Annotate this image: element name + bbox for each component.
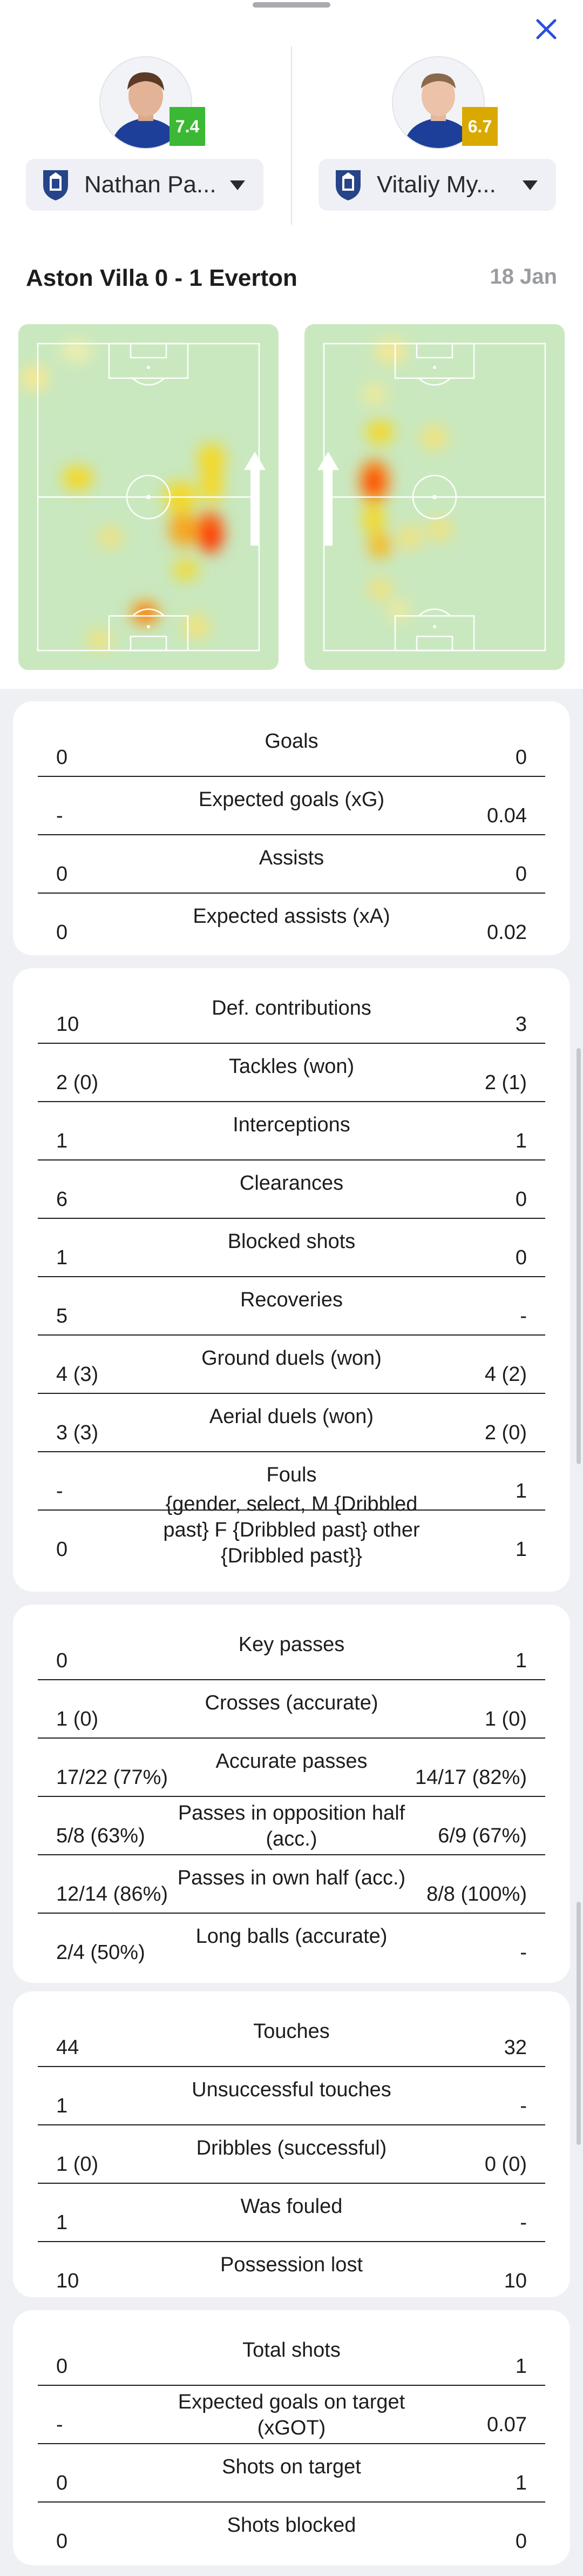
left-player-rating: 7.4 bbox=[170, 107, 205, 146]
right-player bbox=[318, 56, 556, 218]
right-player-stat-value: 0 bbox=[515, 863, 527, 886]
right-player-stat-value: 1 (0) bbox=[484, 1708, 527, 1730]
stat-label: Accurate passes bbox=[215, 1750, 368, 1773]
right-player-stat-value: 6/9 (67%) bbox=[438, 1824, 527, 1847]
right-player-stat-value: 1 bbox=[515, 1649, 527, 1672]
right-player-stat-value: 1 bbox=[515, 1130, 527, 1152]
left-player-stat-value: 0 bbox=[56, 921, 68, 944]
right-player-stat-value: 0 bbox=[515, 2530, 527, 2553]
left-player-stat-value: 12/14 (86%) bbox=[56, 1883, 168, 1906]
stat-row bbox=[38, 2184, 545, 2242]
stat-label: Aerial duels (won) bbox=[209, 1405, 374, 1428]
everton-crest-icon bbox=[330, 167, 366, 203]
stat-row bbox=[38, 1102, 545, 1160]
stat-row bbox=[38, 1160, 545, 1219]
stat-row bbox=[38, 719, 545, 777]
left-player-stat-value: 1 bbox=[56, 1246, 68, 1269]
stat-label: Key passes bbox=[238, 1633, 345, 1656]
left-player-stat-value: 10 bbox=[56, 1013, 79, 1036]
left-player-stat-value: 5 bbox=[56, 1305, 68, 1327]
left-player-stat-value: 0 bbox=[56, 863, 68, 886]
right-player-stat-value: 1 bbox=[515, 2355, 527, 2378]
right-player-stat-value: 0 (0) bbox=[484, 2153, 527, 2176]
stat-row bbox=[38, 1219, 545, 1277]
stat-label: Expected goals (xG) bbox=[198, 788, 385, 811]
right-player-stat-value: 14/17 (82%) bbox=[415, 1766, 527, 1789]
right-player-stat-value: 1 bbox=[515, 1538, 527, 1561]
right-player-stat-value: - bbox=[520, 2095, 527, 2117]
stat-label: Total shots bbox=[242, 2339, 341, 2362]
match-date: 18 Jan bbox=[490, 265, 557, 289]
left-player-stat-value: 0 bbox=[56, 2355, 68, 2378]
match-title: Aston Villa 0 - 1 Everton bbox=[26, 265, 297, 291]
left-player-stat-value: 4 (3) bbox=[56, 1363, 99, 1386]
right-player-stat-value: 0.04 bbox=[487, 804, 527, 827]
stat-label: Def. contributions bbox=[212, 997, 371, 1019]
stat-row bbox=[38, 2327, 545, 2386]
right-player-stat-value: - bbox=[520, 1941, 527, 1964]
right-player-name: Vitaliy My... bbox=[377, 171, 496, 198]
stat-row bbox=[38, 2444, 545, 2503]
right-player-heatmap bbox=[304, 324, 565, 670]
stat-row bbox=[38, 2067, 545, 2125]
left-player-stat-value: 17/22 (77%) bbox=[56, 1766, 168, 1789]
left-player bbox=[26, 56, 263, 218]
left-player-name: Nathan Pa... bbox=[84, 171, 216, 198]
left-player-stat-value: 10 bbox=[56, 2270, 79, 2292]
stat-row bbox=[38, 1797, 545, 1855]
left-player-stat-value: 0 bbox=[56, 1538, 68, 1561]
left-player-stat-value: - bbox=[56, 804, 63, 827]
stat-label: Assists bbox=[259, 847, 324, 869]
right-player-selector[interactable] bbox=[318, 159, 556, 211]
right-player-stat-value: - bbox=[520, 2211, 527, 2234]
left-player-heatmap bbox=[18, 324, 279, 670]
close-icon bbox=[534, 17, 558, 41]
stat-row bbox=[38, 1044, 545, 1102]
right-player-stat-value: 10 bbox=[504, 2270, 527, 2292]
right-player-stat-value: - bbox=[520, 1305, 527, 1327]
stat-label: Shots blocked bbox=[227, 2514, 356, 2537]
left-player-stat-value: 3 (3) bbox=[56, 1421, 99, 1444]
stats-section bbox=[13, 2310, 570, 2565]
stat-label: Dribbles (successful) bbox=[196, 2137, 387, 2159]
stat-label: Blocked shots bbox=[227, 1230, 356, 1253]
stats-section bbox=[13, 1991, 570, 2297]
stat-label: Unsuccessful touches bbox=[192, 2078, 391, 2101]
right-player-stat-value: 32 bbox=[504, 2036, 527, 2059]
stat-label: Crosses (accurate) bbox=[205, 1692, 378, 1714]
right-player-stat-value: 8/8 (100%) bbox=[426, 1883, 527, 1906]
left-player-stat-value: - bbox=[56, 2413, 63, 2436]
right-player-stat-value: 2 (0) bbox=[484, 1421, 527, 1444]
stat-label: Interceptions bbox=[233, 1113, 350, 1136]
stat-label: Touches bbox=[253, 2020, 330, 2043]
right-player-stat-value: 0 bbox=[515, 1188, 527, 1211]
left-player-stat-value: 0 bbox=[56, 1649, 68, 1672]
player-divider bbox=[291, 46, 292, 225]
left-player-selector[interactable] bbox=[26, 159, 263, 211]
left-player-stat-value: 5/8 (63%) bbox=[56, 1824, 145, 1847]
right-player-stat-value: 1 bbox=[515, 2472, 527, 2494]
left-player-stat-value: 1 bbox=[56, 1130, 68, 1152]
stat-row bbox=[38, 1336, 545, 1394]
stat-row bbox=[38, 1739, 545, 1797]
left-player-stat-value: 6 bbox=[56, 1188, 68, 1211]
chevron-down-icon bbox=[519, 174, 541, 196]
left-player-stat-value: 44 bbox=[56, 2036, 79, 2059]
right-player-stat-value: 0.02 bbox=[487, 921, 527, 944]
left-player-stat-value: 2/4 (50%) bbox=[56, 1941, 145, 1964]
left-player-stat-value: 2 (0) bbox=[56, 1071, 99, 1094]
stat-row bbox=[38, 1488, 545, 1569]
left-player-stat-value: 0 bbox=[56, 2530, 68, 2553]
stat-row bbox=[38, 894, 545, 952]
stat-label: Expected assists (xA) bbox=[193, 905, 390, 928]
scrollbar-thumb[interactable] bbox=[577, 1048, 581, 1464]
stat-row bbox=[38, 1914, 545, 1972]
stat-label: Passes in opposition half (acc.) bbox=[178, 1802, 405, 1850]
stat-label: Goals bbox=[265, 730, 318, 753]
stat-row bbox=[38, 2125, 545, 2184]
stat-label: {gender, select, M {Dribbled past} F {Dribbled past} other {Dribbled past}} bbox=[163, 1493, 420, 1567]
attack-direction-arrow-icon bbox=[317, 452, 339, 546]
stat-row bbox=[38, 1394, 545, 1452]
stat-label: Was fouled bbox=[240, 2195, 343, 2218]
stat-label: Shots on target bbox=[222, 2456, 361, 2478]
stat-label: Tackles (won) bbox=[228, 1055, 355, 1078]
stat-row bbox=[38, 777, 545, 835]
stat-row bbox=[38, 985, 545, 1044]
stat-label: Fouls bbox=[266, 1464, 317, 1486]
left-player-stat-value: 0 bbox=[56, 746, 68, 769]
stat-row bbox=[38, 1622, 545, 1680]
stat-row bbox=[38, 1680, 545, 1739]
right-player-stat-value: 2 (1) bbox=[484, 1071, 527, 1094]
stat-row bbox=[38, 1855, 545, 1914]
stat-row bbox=[38, 1277, 545, 1336]
stat-label: Clearances bbox=[239, 1172, 344, 1195]
right-player-stat-value: 4 (2) bbox=[484, 1363, 527, 1386]
left-player-stat-value: 1 (0) bbox=[56, 1708, 99, 1730]
stats-section bbox=[13, 968, 570, 1592]
everton-crest-icon bbox=[38, 167, 73, 203]
stat-row bbox=[38, 2242, 545, 2300]
stats-section bbox=[13, 1605, 570, 1983]
scrollbar-thumb[interactable] bbox=[577, 1902, 581, 2145]
right-player-stat-value: 0.07 bbox=[487, 2413, 527, 2436]
left-player-stat-value: 0 bbox=[56, 2472, 68, 2494]
stats-section bbox=[13, 701, 570, 955]
stat-row bbox=[38, 2503, 545, 2561]
stat-label: Possession lost bbox=[220, 2253, 363, 2276]
right-player-stat-value: 0 bbox=[515, 1246, 527, 1269]
stat-row bbox=[38, 2386, 545, 2444]
chevron-down-icon bbox=[227, 174, 248, 196]
right-player-rating: 6.7 bbox=[462, 107, 498, 146]
stat-row bbox=[38, 835, 545, 894]
stat-label: Long balls (accurate) bbox=[195, 1925, 388, 1948]
left-player-stat-value: 1 bbox=[56, 2095, 68, 2117]
sheet-grabber[interactable] bbox=[253, 2, 330, 8]
left-player-stat-value: 1 (0) bbox=[56, 2153, 99, 2176]
left-player-stat-value: 1 bbox=[56, 2211, 68, 2234]
attack-direction-arrow-icon bbox=[244, 452, 266, 546]
close-button[interactable] bbox=[531, 14, 561, 44]
stat-label: Passes in own half (acc.) bbox=[177, 1867, 406, 1889]
left-player-stat-value: - bbox=[56, 1480, 63, 1502]
stat-row bbox=[38, 2009, 545, 2067]
stat-label: Recoveries bbox=[240, 1289, 343, 1311]
stat-label: Expected goals on target (xGOT) bbox=[178, 2391, 405, 2439]
right-player-stat-value: 1 bbox=[515, 1480, 527, 1502]
right-player-stat-value: 0 bbox=[515, 746, 527, 769]
right-player-stat-value: 3 bbox=[515, 1013, 527, 1036]
stat-label: Ground duels (won) bbox=[201, 1347, 382, 1370]
